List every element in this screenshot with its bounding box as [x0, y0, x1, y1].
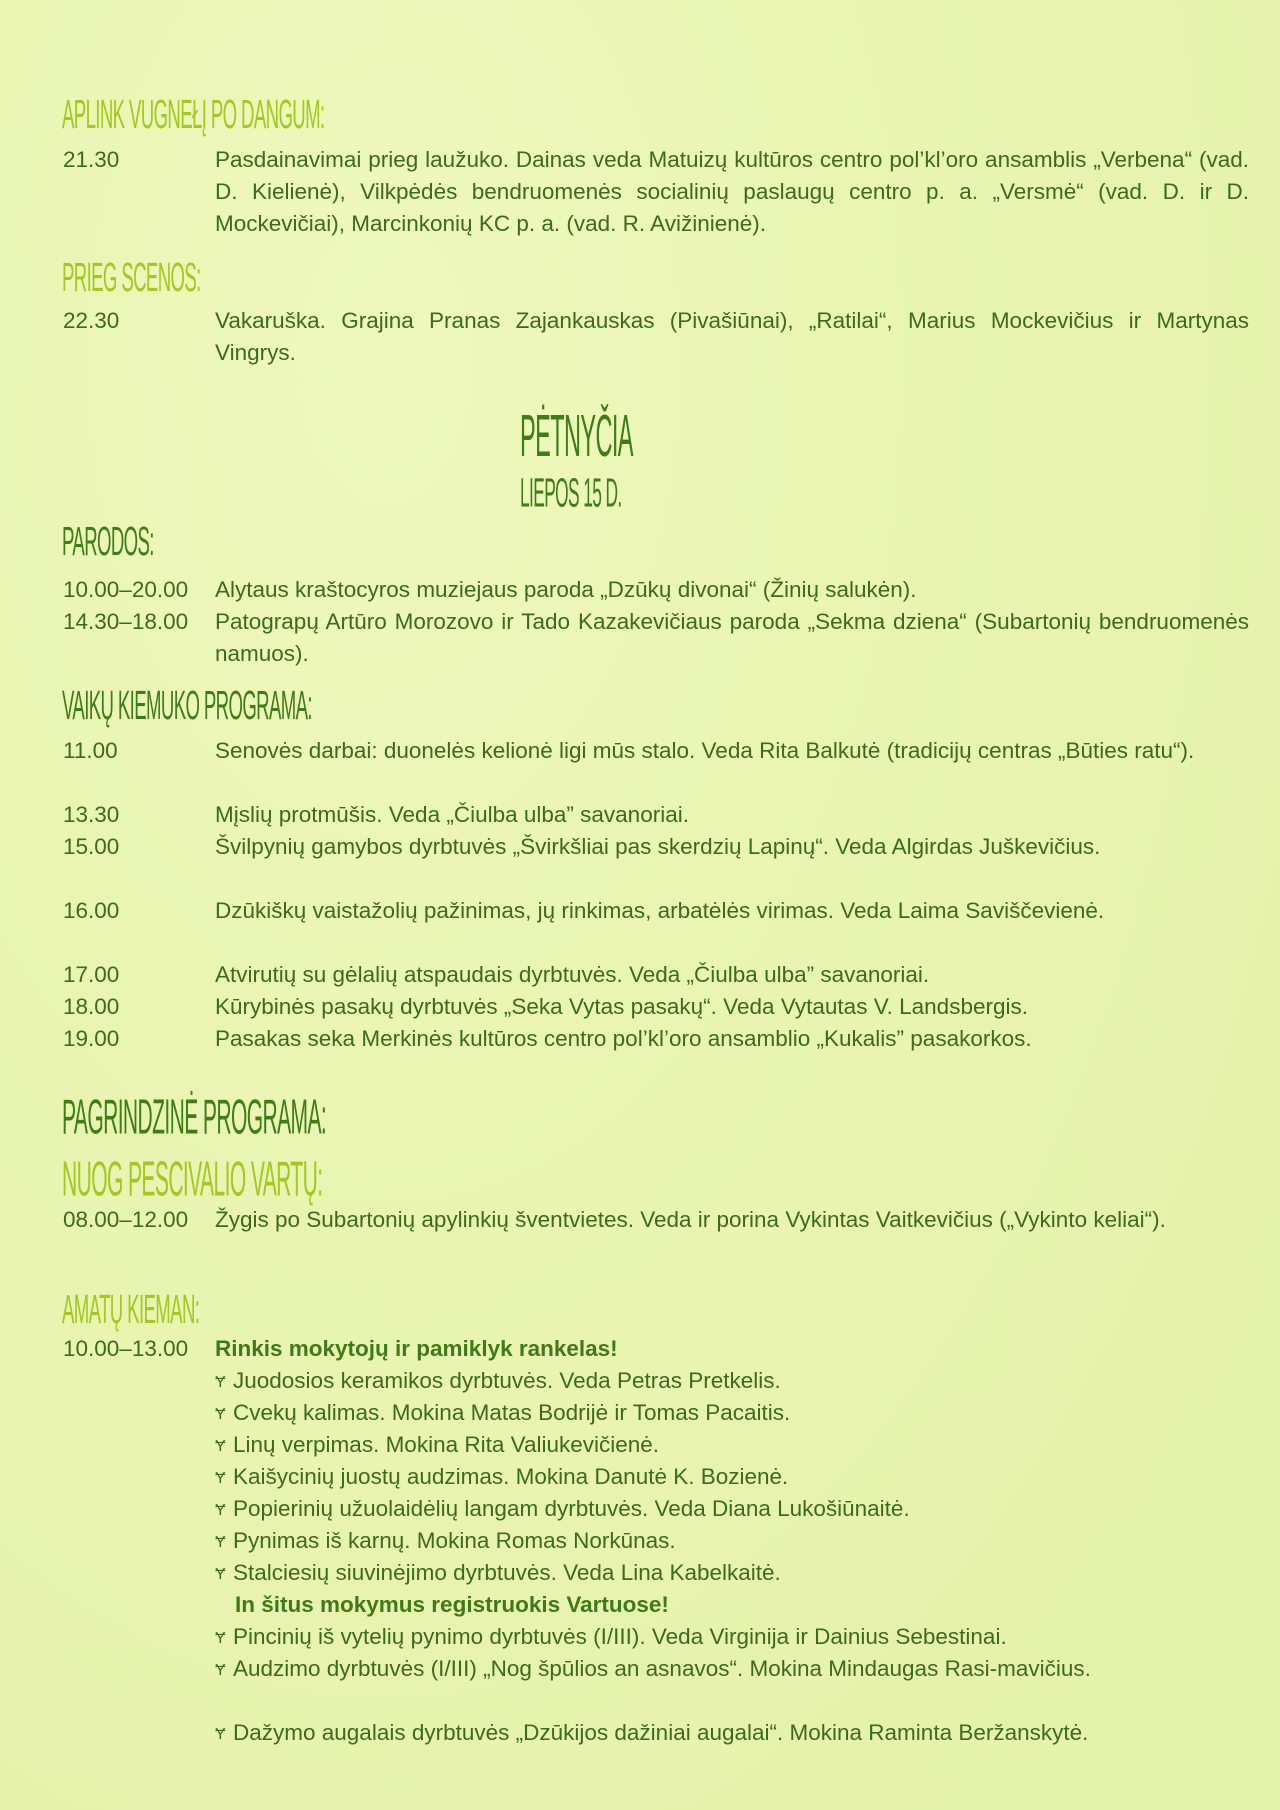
day-heading: PĖTNYČIA [520, 405, 633, 471]
section-heading-amatu: AMATŲ KIEMAN: [62, 1288, 200, 1333]
workshop-title: Rinkis mokytojų ir pamiklyk rankelas! [215, 1336, 618, 1361]
section-heading-vartu: NUOG PESCIVALIO VARTŲ: [62, 1152, 323, 1208]
section-heading-vaiku: VAIKŲ KIEMUKO PROGRAMA: [62, 684, 312, 729]
description: Senovės darbai: duonelės kelionė ligi mūs stalo. Veda Rita Balkutė (tradicijų centras „Būties ratu“). [215, 738, 1195, 763]
schedule-row [63, 1204, 1193, 1268]
time: 16.00 [63, 898, 120, 923]
section-heading-prieg-scenos: PRIEG SCENOS: [62, 256, 201, 301]
schedule-row [63, 831, 1193, 895]
plant-bullet-icon: Ɏ [215, 1534, 226, 1551]
schedule-row [63, 606, 1249, 670]
plant-bullet-icon: Ɏ [215, 1630, 226, 1647]
time: 11.00 [63, 738, 118, 763]
section-heading-aplink: APLINK VUGNEŁĮ PO DANGUM: [62, 93, 325, 138]
time: 18.00 [63, 994, 120, 1019]
list-item: Ɏ Popierinių užuolaidėlių langam dyrbtuvės. Veda Diana Lukošiūnaitė. [215, 1493, 1190, 1527]
schedule-row [63, 574, 1193, 606]
description: Pasakas seka Merkinės kultūros centro pol’kl’oro ansamblio „Kukalis” pasakorkos. [215, 1026, 1032, 1051]
description: Mįslių protmūšis. Veda „Čiulba ulba” savanoriai. [215, 802, 689, 827]
schedule-row [63, 1023, 1193, 1055]
plant-bullet-icon: Ɏ [215, 1470, 226, 1487]
list-item: Ɏ Audzimo dyrbtuvės (I/III) „Nog špūlios an asnavos“. Mokina Mindaugas Rasi-mavičius. [215, 1653, 1190, 1687]
date-heading: LIEPOS 15 D. [520, 470, 622, 515]
schedule-row [63, 895, 1193, 959]
schedule-row [63, 799, 1193, 831]
list-item: Ɏ Dažymo augalais dyrbtuvės „Dzūkijos dažiniai augalai“. Mokina Raminta Beržanskytė. [215, 1717, 1190, 1751]
time: 08.00–12.00 [63, 1207, 189, 1232]
description: Patograpų Artūro Morozovo ir Tado Kazakevičiaus paroda „Sekma dziena“ (Subartonių bendruomenės namuos). [215, 609, 1249, 666]
list-item: Ɏ Stalciesių siuvinėjimo dyrbtuvės. Veda Lina Kabelkaitė. [215, 1557, 1190, 1591]
list-item: Ɏ Linų verpimas. Mokina Rita Valiukevičienė. [215, 1429, 1190, 1463]
plant-bullet-icon: Ɏ [215, 1438, 226, 1455]
schedule-row [63, 991, 1193, 1023]
list-item: Ɏ Juodosios keramikos dyrbtuvės. Veda Petras Pretkelis. [215, 1365, 1190, 1399]
registration-note: In šitus mokymus registruokis Vartuose! [235, 1592, 669, 1617]
schedule-row [63, 144, 1249, 240]
schedule-row [63, 1333, 1193, 1365]
plant-bullet-icon: Ɏ [215, 1374, 226, 1391]
time: 21.30 [63, 147, 120, 172]
plant-bullet-icon: Ɏ [215, 1662, 226, 1679]
list-item: Ɏ Cvekų kalimas. Mokina Matas Bodrijė ir Tomas Pacaitis. [215, 1397, 1190, 1431]
time: 19.00 [63, 1026, 120, 1051]
plant-bullet-icon: Ɏ [215, 1502, 226, 1519]
schedule-row [63, 305, 1249, 369]
time: 14.30–18.00 [63, 609, 189, 634]
description: Žygis po Subartonių apylinkių šventvietes. Veda ir porina Vykintas Vaitkevičius („Vykinto keliai“). [215, 1207, 1166, 1232]
description: Vakaruška. Grajina Pranas Zajankauskas (Pivašiūnai), „Ratilai“, Marius Mockevičius ir Martynas Vingrys. [215, 308, 1249, 365]
schedule-row [63, 735, 1193, 799]
time: 10.00–13.00 [63, 1336, 189, 1361]
plant-bullet-icon: Ɏ [215, 1726, 226, 1743]
plant-bullet-icon: Ɏ [215, 1406, 226, 1423]
description: Švilpynių gamybos dyrbtuvės „Švirkšliai pas skerdzių Lapinų“. Veda Algirdas Juškevičius. [215, 834, 1101, 859]
description: Dzūkiškų vaistažolių pažinimas, jų rinkimas, arbatėlės virimas. Veda Laima Saviščevienė. [215, 898, 1105, 923]
list-item: Ɏ Pynimas iš karnų. Mokina Romas Norkūnas. [215, 1525, 1190, 1559]
time: 22.30 [63, 308, 120, 333]
time: 10.00–20.00 [63, 577, 189, 602]
description: Atvirutių su gėlalių atspaudais dyrbtuvės. Veda „Čiulba ulba” savanoriai. [215, 962, 930, 987]
section-heading-parodos: PARODOS: [62, 520, 154, 565]
plant-bullet-icon: Ɏ [215, 1566, 226, 1583]
time: 13.30 [63, 802, 120, 827]
section-heading-pagrindine: PAGRINDZINĖ PROGRAMA: [62, 1090, 327, 1146]
schedule-row [63, 959, 1193, 991]
description: Alytaus kraštocyros muziejaus paroda „Dzūkų divonai“ (Žinių salukėn). [215, 577, 917, 602]
description: Pasdainavimai prieg laužuko. Dainas veda Matuizų kultūros centro pol’kl’oro ansamblis „Verbena“ (vad. D. Kielienė), Vilkpėdės bendruomenės socialinių paslaugų centro p. a. „Versmė“ (vad. D. ir D. Mockevičiai), Marcinkonių KC p. a. (vad. R. Avižinienė). [215, 147, 1249, 236]
description: Kūrybinės pasakų dyrbtuvės „Seka Vytas pasakų“. Veda Vytautas V. Landsbergis. [215, 994, 1028, 1019]
list-item: Ɏ Pincinių iš vytelių pynimo dyrbtuvės (I/III). Veda Virginija ir Dainius Sebestinai. [215, 1621, 1190, 1655]
list-item: Ɏ Kaišycinių juostų audzimas. Mokina Danutė K. Bozienė. [215, 1461, 1190, 1495]
time: 15.00 [63, 834, 120, 859]
time: 17.00 [63, 962, 120, 987]
